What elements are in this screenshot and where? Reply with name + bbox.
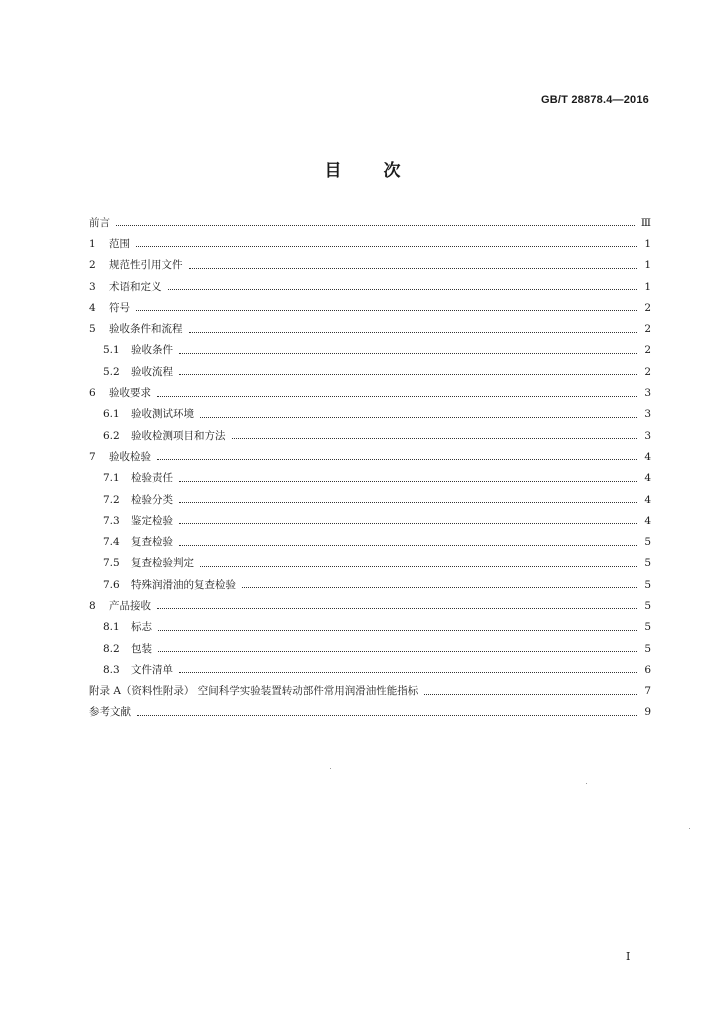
toc-entry-page: 4 xyxy=(644,450,651,463)
toc-entry-number: 8 xyxy=(89,599,96,612)
toc-entry xyxy=(89,638,651,659)
toc-entry-label: 范围 xyxy=(109,237,130,250)
toc-entry-label: 附录 A（资料性附录） 空间科学实验装置转动部件常用润滑油性能指标 xyxy=(89,685,419,698)
toc-dot-leader xyxy=(158,651,637,652)
toc-entry xyxy=(89,382,651,403)
toc-dot-leader xyxy=(157,396,637,397)
toc-entry-number: 6 xyxy=(89,387,96,400)
toc-entry-page: 3 xyxy=(644,387,651,400)
toc-entry-label: 前言 xyxy=(89,216,110,229)
toc-dot-leader xyxy=(158,630,637,631)
toc-title-part2: 次 xyxy=(383,161,401,181)
toc-dot-leader xyxy=(179,545,637,546)
toc-entry-page: 3 xyxy=(644,429,651,442)
toc-entry-label: 产品接收 xyxy=(109,599,151,612)
toc-entry-number: 7.1 xyxy=(103,472,120,485)
toc-entry-label: 检验分类 xyxy=(131,493,173,506)
toc-dot-leader xyxy=(157,608,637,609)
toc-entry-number: 7.3 xyxy=(103,514,120,527)
toc-entry-number: 5 xyxy=(89,323,96,336)
toc-entry-page: 4 xyxy=(644,493,651,506)
toc-entry-label: 鉴定检验 xyxy=(131,514,173,527)
toc-entry-page: 5 xyxy=(644,557,651,570)
toc-entry-number: 8.1 xyxy=(103,621,120,634)
toc-entry xyxy=(89,574,651,595)
toc-entry-number: 4 xyxy=(89,301,96,314)
toc-entry-number: 5.1 xyxy=(103,344,120,357)
toc-entry xyxy=(89,617,651,638)
toc-entry-label: 包装 xyxy=(131,642,152,655)
toc-entry xyxy=(89,404,651,425)
toc-entry-page: 1 xyxy=(644,280,651,293)
toc-title xyxy=(0,156,725,181)
scan-speck xyxy=(586,783,587,784)
toc-dot-leader xyxy=(242,587,637,588)
toc-entry-number: 7 xyxy=(89,450,96,463)
toc-entry xyxy=(89,468,651,489)
toc-dot-leader xyxy=(424,694,637,695)
toc-entry-page: 2 xyxy=(644,344,651,357)
toc-entry-label: 标志 xyxy=(131,621,152,634)
toc-entry-page: 4 xyxy=(644,514,651,527)
toc-entry-label: 验收测试环境 xyxy=(131,408,194,421)
toc-entry-label: 复查检验判定 xyxy=(131,557,194,570)
toc-entry xyxy=(89,510,651,531)
toc-entry-label: 验收检验 xyxy=(109,450,151,463)
toc-dot-leader xyxy=(189,332,638,333)
toc-entry-page: 2 xyxy=(644,365,651,378)
toc-dot-leader xyxy=(136,246,637,247)
toc-entry-page: Ⅲ xyxy=(640,216,651,229)
toc-entry xyxy=(89,681,651,702)
toc-entry-label: 规范性引用文件 xyxy=(109,259,183,272)
toc-entry-page: 3 xyxy=(644,408,651,421)
toc-entry xyxy=(89,489,651,510)
toc-entry-label: 特殊润滑油的复查检验 xyxy=(131,578,236,591)
toc-entry-number: 8.2 xyxy=(103,642,120,655)
toc-entry-page: 5 xyxy=(644,642,651,655)
toc-entry-label: 验收流程 xyxy=(131,365,173,378)
toc-dot-leader xyxy=(157,459,637,460)
scan-speck xyxy=(330,768,331,769)
toc-entry-label: 检验责任 xyxy=(131,472,173,485)
toc-entry-label: 文件清单 xyxy=(131,663,173,676)
page-number: I xyxy=(626,950,631,963)
toc-entry xyxy=(89,659,651,680)
toc-entry-label: 验收条件和流程 xyxy=(109,323,183,336)
toc-entry-page: 2 xyxy=(644,323,651,336)
toc-entry-number: 5.2 xyxy=(103,365,120,378)
toc-entry-label: 验收检测项目和方法 xyxy=(131,429,226,442)
toc-entry xyxy=(89,276,651,297)
toc-entry-page: 5 xyxy=(644,621,651,634)
toc-entry xyxy=(89,361,651,382)
toc-dot-leader xyxy=(179,481,637,482)
toc-entry xyxy=(89,553,651,574)
toc-entry-label: 验收要求 xyxy=(109,387,151,400)
toc-entry xyxy=(89,446,651,467)
toc-dot-leader xyxy=(200,566,637,567)
toc-dot-leader xyxy=(116,225,635,226)
toc-entry-number: 6.1 xyxy=(103,408,120,421)
toc-entry-page: 1 xyxy=(644,237,651,250)
toc-entry xyxy=(89,212,651,233)
toc-dot-leader xyxy=(168,289,638,290)
toc-entry-number: 6.2 xyxy=(103,429,120,442)
toc-dot-leader xyxy=(136,310,637,311)
scan-speck xyxy=(689,828,690,829)
toc-dot-leader xyxy=(200,417,637,418)
toc-entry xyxy=(89,297,651,318)
toc-entry-label: 验收条件 xyxy=(131,344,173,357)
toc-dot-leader xyxy=(179,353,637,354)
standard-number: GB/T 28878.4—2016 xyxy=(541,94,649,106)
toc-entry-page: 7 xyxy=(644,685,651,698)
toc-entry xyxy=(89,318,651,339)
toc-dot-leader xyxy=(179,523,637,524)
toc-dot-leader xyxy=(189,268,638,269)
toc-entry-number: 7.5 xyxy=(103,557,120,570)
toc-dot-leader xyxy=(179,374,637,375)
toc-entry-page: 9 xyxy=(644,706,651,719)
toc-entry-page: 4 xyxy=(644,472,651,485)
toc-entry-page: 2 xyxy=(644,301,651,314)
toc-entry-page: 5 xyxy=(644,536,651,549)
toc-dot-leader xyxy=(179,502,637,503)
toc-entry-label: 参考文献 xyxy=(89,706,131,719)
toc-entry-page: 5 xyxy=(644,599,651,612)
toc-entry-page: 5 xyxy=(644,578,651,591)
toc-entry xyxy=(89,340,651,361)
toc-dot-leader xyxy=(137,715,637,716)
toc-entry-number: 8.3 xyxy=(103,663,120,676)
toc-entry xyxy=(89,233,651,254)
toc-dot-leader xyxy=(179,672,637,673)
toc-entry-label: 符号 xyxy=(109,301,130,314)
toc-entry-page: 1 xyxy=(644,259,651,272)
toc-entry xyxy=(89,425,651,446)
toc-entry-label: 术语和定义 xyxy=(109,280,162,293)
toc-entry xyxy=(89,702,651,723)
toc-entry-number: 1 xyxy=(89,237,96,250)
toc-entry xyxy=(89,595,651,616)
toc-entry xyxy=(89,531,651,552)
toc-entry-number: 7.2 xyxy=(103,493,120,506)
toc-dot-leader xyxy=(232,438,638,439)
toc-entry xyxy=(89,255,651,276)
toc-entry-number: 7.4 xyxy=(103,536,120,549)
toc-entry-label: 复查检验 xyxy=(131,536,173,549)
toc-entry-page: 6 xyxy=(644,663,651,676)
toc-entry-number: 3 xyxy=(89,280,96,293)
toc-title-part1: 目 xyxy=(324,161,342,181)
toc-entry-number: 2 xyxy=(89,259,96,272)
table-of-contents xyxy=(89,212,651,723)
toc-entry-number: 7.6 xyxy=(103,578,120,591)
